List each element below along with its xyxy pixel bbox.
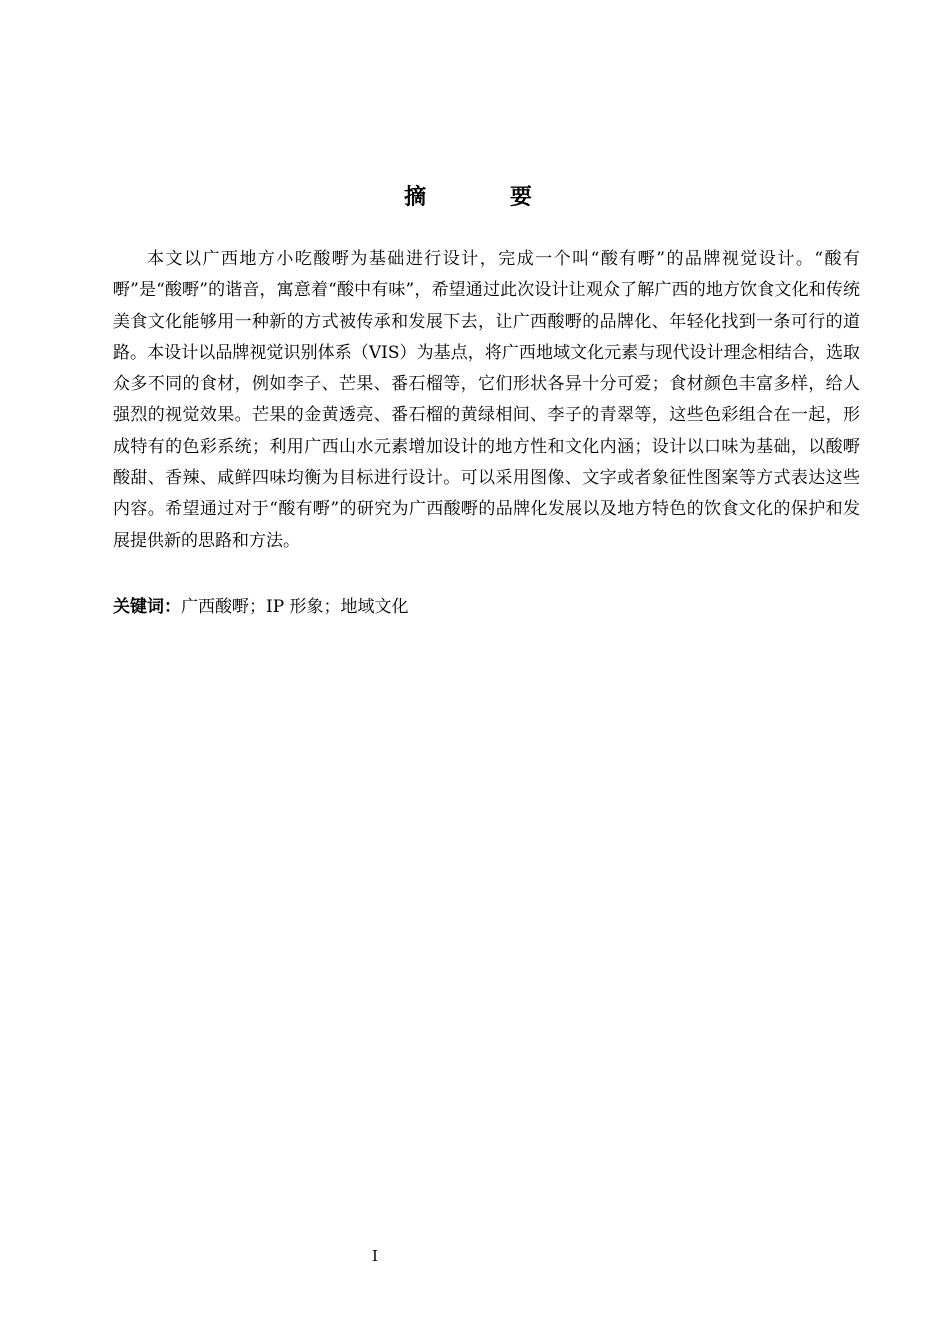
keywords-value: 广西酸嘢；IP 形象；地域文化 [181, 597, 409, 617]
keywords-line [113, 592, 860, 623]
page-number: I [372, 1247, 378, 1265]
keywords-label: 关键词： [113, 597, 181, 617]
abstract-title: 摘 要 [404, 185, 570, 210]
abstract-body: 本文以广西地方小吃酸嘢为基础进行设计，完成一个叫“酸有嘢”的品牌视觉设计。“酸有嘢”是“酸嘢”的谐音，寓意着“酸中有味”，希望通过此次设计让观众了解广西的地方饮食文化和传统美食文化能够用一种新的方式被传承和发展下去，让广西酸嘢的品牌化、年轻化找到一条可行的道路。本设计以品牌视觉识别体系（VIS）为基点，将广西地域文化元素与现代设计理念相结合，选取众多不同的食材，例如李子、芒果、番石榴等，它们形状各异十分可爱；食材颜色丰富多样，给人强烈的视觉效果。芒果的金黄透亮、番石榴的黄绿相间、李子的青翠等，这些色彩组合在一起，形成特有的色彩系统；利用广西山水元素增加设计的地方性和文化内涵；设计以口味为基础，以酸嘢酸甜、香辣、咸鲜四味均衡为目标进行设计。可以采用图像、文字或者象征性图案等方式表达这些内容。希望通过对于“酸有嘢”的研究为广西酸嘢的品牌化发展以及地方特色的饮食文化的保护和发展提供新的思路和方法。 [113, 249, 860, 551]
